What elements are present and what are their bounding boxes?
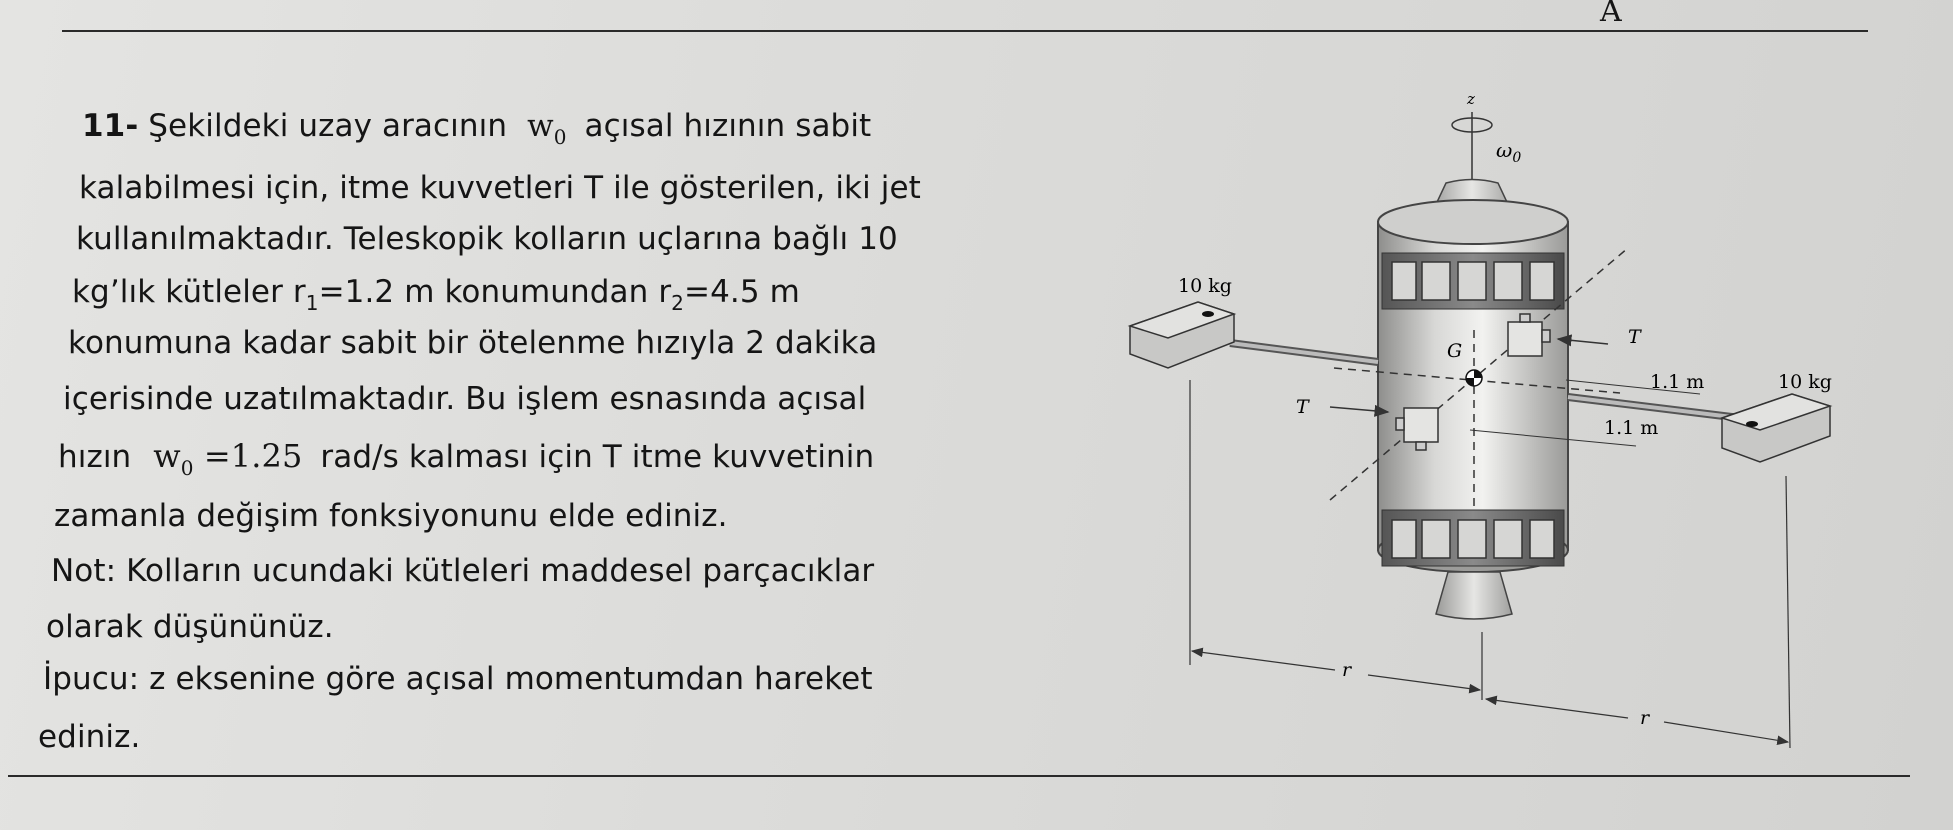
hint-line-2: ediniz.: [38, 719, 141, 755]
line-1-pre: Şekildeki uzay aracının: [148, 108, 508, 144]
right-mass-label: 10 kg: [1778, 371, 1832, 393]
dim-lower-label: 1.1 m: [1604, 417, 1659, 439]
center-of-mass-icon: [1466, 370, 1482, 386]
left-arm: [1230, 343, 1378, 362]
G-label: G: [1447, 340, 1463, 362]
z-axis: [1452, 90, 1521, 185]
omega-label: $\omega_0$: [1496, 138, 1522, 166]
left-mass-label: 10 kg: [1178, 275, 1232, 297]
top-page-mark: A: [1600, 0, 1622, 29]
left-mass-block: [1130, 302, 1234, 368]
line-5: konumuna kadar sabit bir ötelenme hızıyla 2 dakika: [68, 325, 878, 361]
r-right-label: r: [1640, 707, 1650, 729]
r-dimension-left: [1192, 651, 1480, 690]
z-label: z: [1467, 90, 1475, 108]
line-6: içerisinde uzatılmaktadır. Bu işlem esnasında açısal: [63, 381, 867, 417]
line-4: kg’lık kütleler $r_1=1.2$ m konumundan $r_2=4.5$ m: [72, 274, 800, 315]
line-1-post: açısal hızının sabit: [584, 108, 872, 144]
line-2: kalabilmesi için, itme kuvvetleri T ile gösterilen, iki jet: [79, 170, 921, 206]
line-7: hızın $w_0 =1.25$ rad/s kalması için T itme kuvvetinin: [58, 437, 875, 480]
T-upper-label: T: [1628, 326, 1641, 348]
note-line-2: olarak düşününüz.: [46, 609, 334, 645]
bottom-nozzle: [1436, 572, 1512, 619]
dim-upper-label: 1.1 m: [1650, 371, 1705, 393]
line-3: kullanılmaktadır. Teleskopik kolların uçlarına bağlı 10: [76, 221, 898, 257]
right-arm: [1568, 397, 1740, 418]
hint-line-1: İpucu: z eksenine göre açısal momentumdan hareket: [43, 661, 873, 697]
w0-equation: $w_0 =1.25$: [153, 437, 303, 480]
r-dimension-right: [1486, 699, 1788, 742]
problem-number: 11-: [82, 108, 139, 144]
T-lower-label: T: [1296, 396, 1309, 418]
note-line-1: Not: Kolların ucundaki kütleleri maddesel parçacıklar: [51, 553, 875, 589]
right-mass-block: [1722, 394, 1830, 462]
line-8: zamanla değişim fonksiyonunu elde ediniz.: [54, 498, 728, 534]
w0-symbol: $w_0$: [527, 108, 567, 149]
r-left-label: r: [1342, 659, 1352, 681]
